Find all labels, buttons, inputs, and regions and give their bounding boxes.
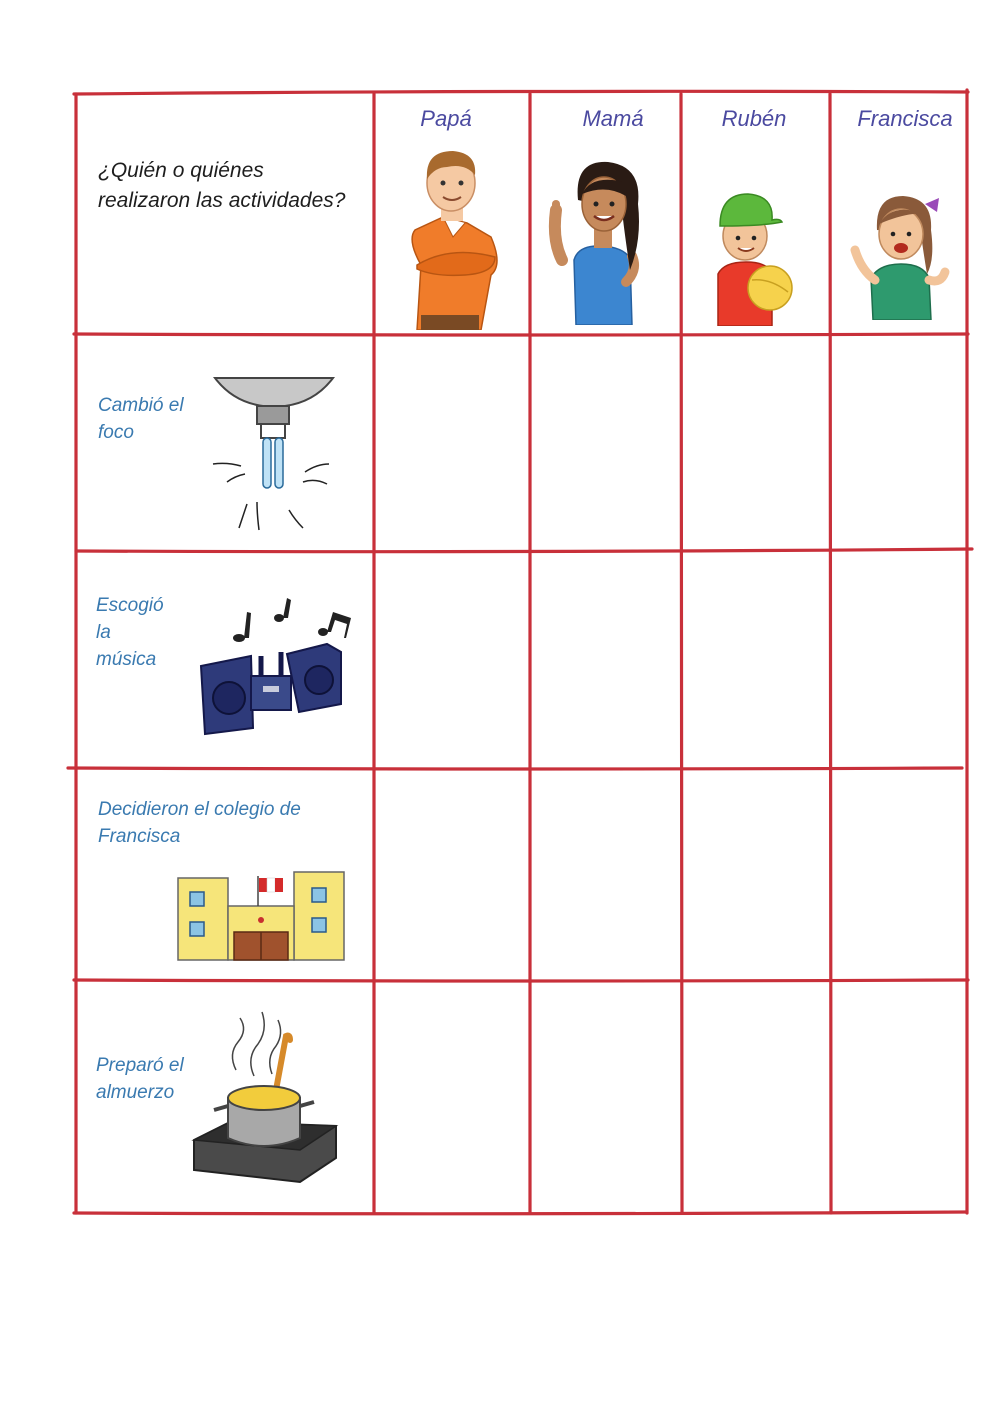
girl-icon — [845, 190, 953, 320]
light-bulb-icon — [205, 372, 340, 537]
answer-cell[interactable] — [378, 772, 526, 976]
person-name-mama: Mamá — [582, 106, 644, 131]
activity-label-musica: Escogió la música — [96, 595, 164, 670]
answer-cell[interactable] — [834, 772, 963, 976]
answer-cell[interactable] — [378, 555, 526, 764]
boy-icon — [710, 188, 795, 326]
person-name-ruben: Rubén — [721, 106, 787, 131]
answer-cell[interactable] — [534, 772, 677, 976]
mother-icon — [542, 160, 654, 325]
activity-label-colegio: Decidieron el colegio de Francisca — [98, 799, 301, 847]
father-icon — [395, 145, 505, 330]
person-name-papa: Papá — [420, 106, 472, 131]
answer-cell[interactable] — [834, 555, 963, 764]
answer-cell[interactable] — [834, 338, 963, 547]
activity-label-foco: Cambió el foco — [98, 395, 184, 443]
stereo-icon — [195, 594, 357, 742]
question-text: ¿Quién o quiénes realizaron las actividades? — [98, 159, 346, 212]
answer-cell[interactable] — [378, 984, 526, 1209]
answer-cell[interactable] — [834, 984, 963, 1209]
answer-cell[interactable] — [534, 338, 677, 547]
answer-cell[interactable] — [534, 555, 677, 764]
answer-cell[interactable] — [685, 984, 826, 1209]
answer-cell[interactable] — [378, 338, 526, 547]
answer-cell[interactable] — [685, 338, 826, 547]
activity-label-almuerzo: Preparó el almuerzo — [96, 1055, 184, 1103]
school-icon — [176, 870, 348, 964]
cooking-pot-icon — [190, 1010, 342, 1188]
answer-cell[interactable] — [685, 772, 826, 976]
answer-cell[interactable] — [534, 984, 677, 1209]
person-name-francisca: Francisca — [857, 106, 953, 131]
answer-cell[interactable] — [685, 555, 826, 764]
